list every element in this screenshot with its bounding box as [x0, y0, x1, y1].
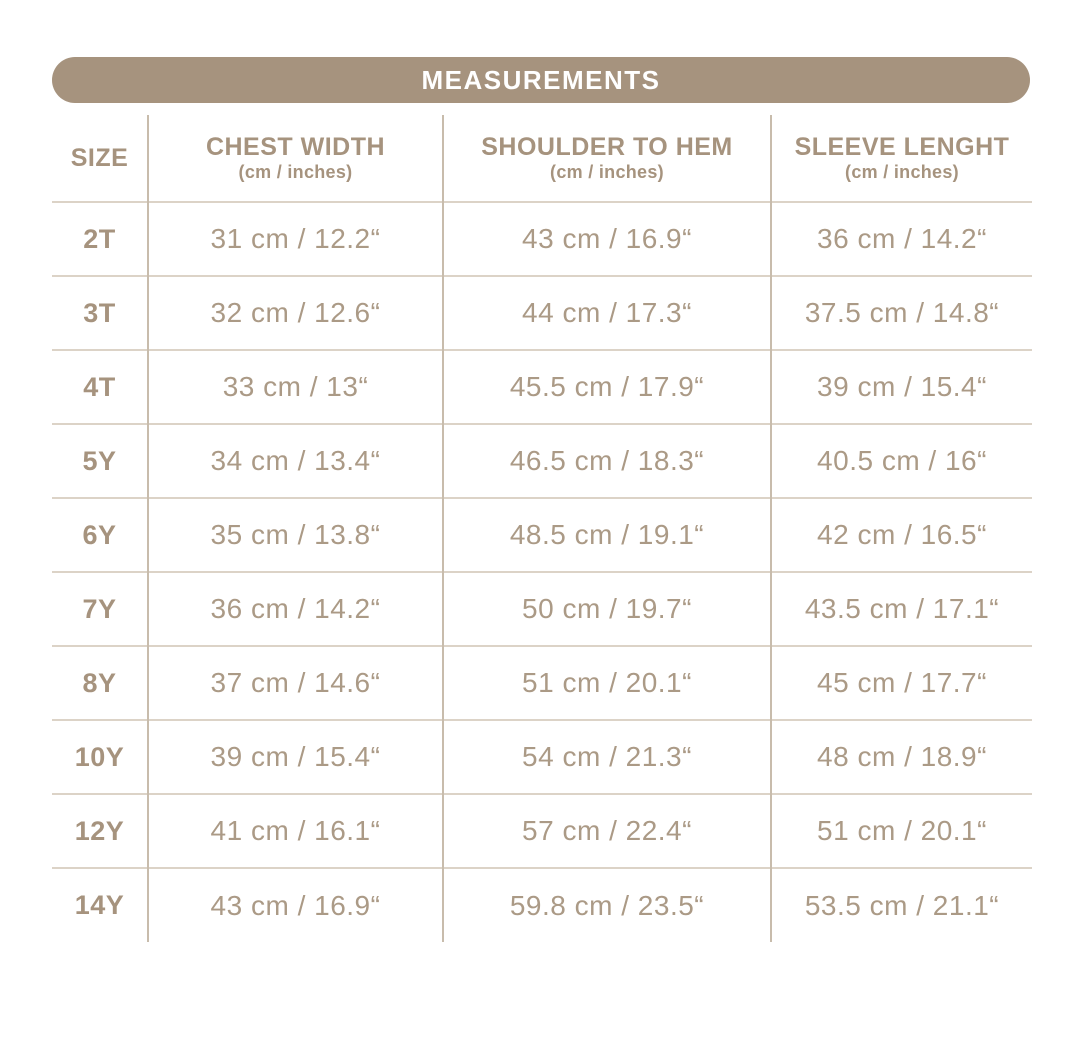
table-row [52, 424, 1032, 498]
shoulder-to-hem-cell: 57 cm / 22.4“ [443, 794, 771, 868]
shoulder-to-hem-cell: 54 cm / 21.3“ [443, 720, 771, 794]
shoulder-to-hem-cell: 51 cm / 20.1“ [443, 646, 771, 720]
table-row [52, 720, 1032, 794]
column-title: SLEEVE LENGHT [794, 132, 1010, 161]
sleeve-length-cell: 40.5 cm / 16“ [771, 424, 1032, 498]
table-row [52, 794, 1032, 868]
sleeve-length-cell: 37.5 cm / 14.8“ [771, 276, 1032, 350]
sleeve-length-cell: 39 cm / 15.4“ [771, 350, 1032, 424]
shoulder-to-hem-cell: 44 cm / 17.3“ [443, 276, 771, 350]
chest-width-cell: 34 cm / 13.4“ [148, 424, 443, 498]
chest-width-cell: 43 cm / 16.9“ [148, 868, 443, 942]
sleeve-length-cell: 48 cm / 18.9“ [771, 720, 1032, 794]
sleeve-length-cell: 42 cm / 16.5“ [771, 498, 1032, 572]
chest-width-cell: 33 cm / 13“ [148, 350, 443, 424]
column-header-chest-width [148, 115, 443, 202]
size-cell: 10Y [52, 720, 148, 794]
size-cell: 8Y [52, 646, 148, 720]
table-row [52, 276, 1032, 350]
table-row [52, 498, 1032, 572]
shoulder-to-hem-cell: 43 cm / 16.9“ [443, 202, 771, 276]
size-cell: 5Y [52, 424, 148, 498]
chest-width-cell: 41 cm / 16.1“ [148, 794, 443, 868]
table-row [52, 350, 1032, 424]
shoulder-to-hem-cell: 50 cm / 19.7“ [443, 572, 771, 646]
shoulder-to-hem-cell: 59.8 cm / 23.5“ [443, 868, 771, 942]
chest-width-cell: 39 cm / 15.4“ [148, 720, 443, 794]
shoulder-to-hem-cell: 48.5 cm / 19.1“ [443, 498, 771, 572]
table-row [52, 868, 1032, 942]
table-row [52, 646, 1032, 720]
table-row [52, 202, 1032, 276]
size-cell: 14Y [52, 868, 148, 942]
column-header-shoulder-to-hem [443, 115, 771, 202]
column-subtitle: (cm / inches) [845, 161, 959, 182]
chest-width-cell: 37 cm / 14.6“ [148, 646, 443, 720]
column-header-size [52, 115, 148, 202]
chest-width-cell: 31 cm / 12.2“ [148, 202, 443, 276]
column-subtitle: (cm / inches) [238, 161, 353, 182]
shoulder-to-hem-cell: 45.5 cm / 17.9“ [443, 350, 771, 424]
sleeve-length-cell: 43.5 cm / 17.1“ [771, 572, 1032, 646]
sleeve-length-cell: 36 cm / 14.2“ [771, 202, 1032, 276]
size-cell: 3T [52, 276, 148, 350]
shoulder-to-hem-cell: 46.5 cm / 18.3“ [443, 424, 771, 498]
chest-width-cell: 32 cm / 12.6“ [148, 276, 443, 350]
column-subtitle: (cm / inches) [550, 161, 664, 182]
size-measurements-table [52, 115, 1032, 942]
column-title: SIZE [70, 143, 129, 172]
header-row [52, 115, 1032, 202]
size-cell: 7Y [52, 572, 148, 646]
chest-width-cell: 36 cm / 14.2“ [148, 572, 443, 646]
column-title: CHEST WIDTH [205, 132, 386, 161]
size-cell: 12Y [52, 794, 148, 868]
table-body [52, 202, 1032, 942]
table-header [52, 115, 1032, 202]
sleeve-length-cell: 53.5 cm / 21.1“ [771, 868, 1032, 942]
size-cell: 4T [52, 350, 148, 424]
page-title: MEASUREMENTS [421, 64, 661, 95]
chest-width-cell: 35 cm / 13.8“ [148, 498, 443, 572]
measurements-header-pill [52, 57, 1030, 103]
table-row [52, 572, 1032, 646]
sleeve-length-cell: 51 cm / 20.1“ [771, 794, 1032, 868]
sleeve-length-cell: 45 cm / 17.7“ [771, 646, 1032, 720]
column-title: SHOULDER TO HEM [481, 132, 733, 161]
column-header-sleeve-length [771, 115, 1032, 202]
size-cell: 2T [52, 202, 148, 276]
size-cell: 6Y [52, 498, 148, 572]
